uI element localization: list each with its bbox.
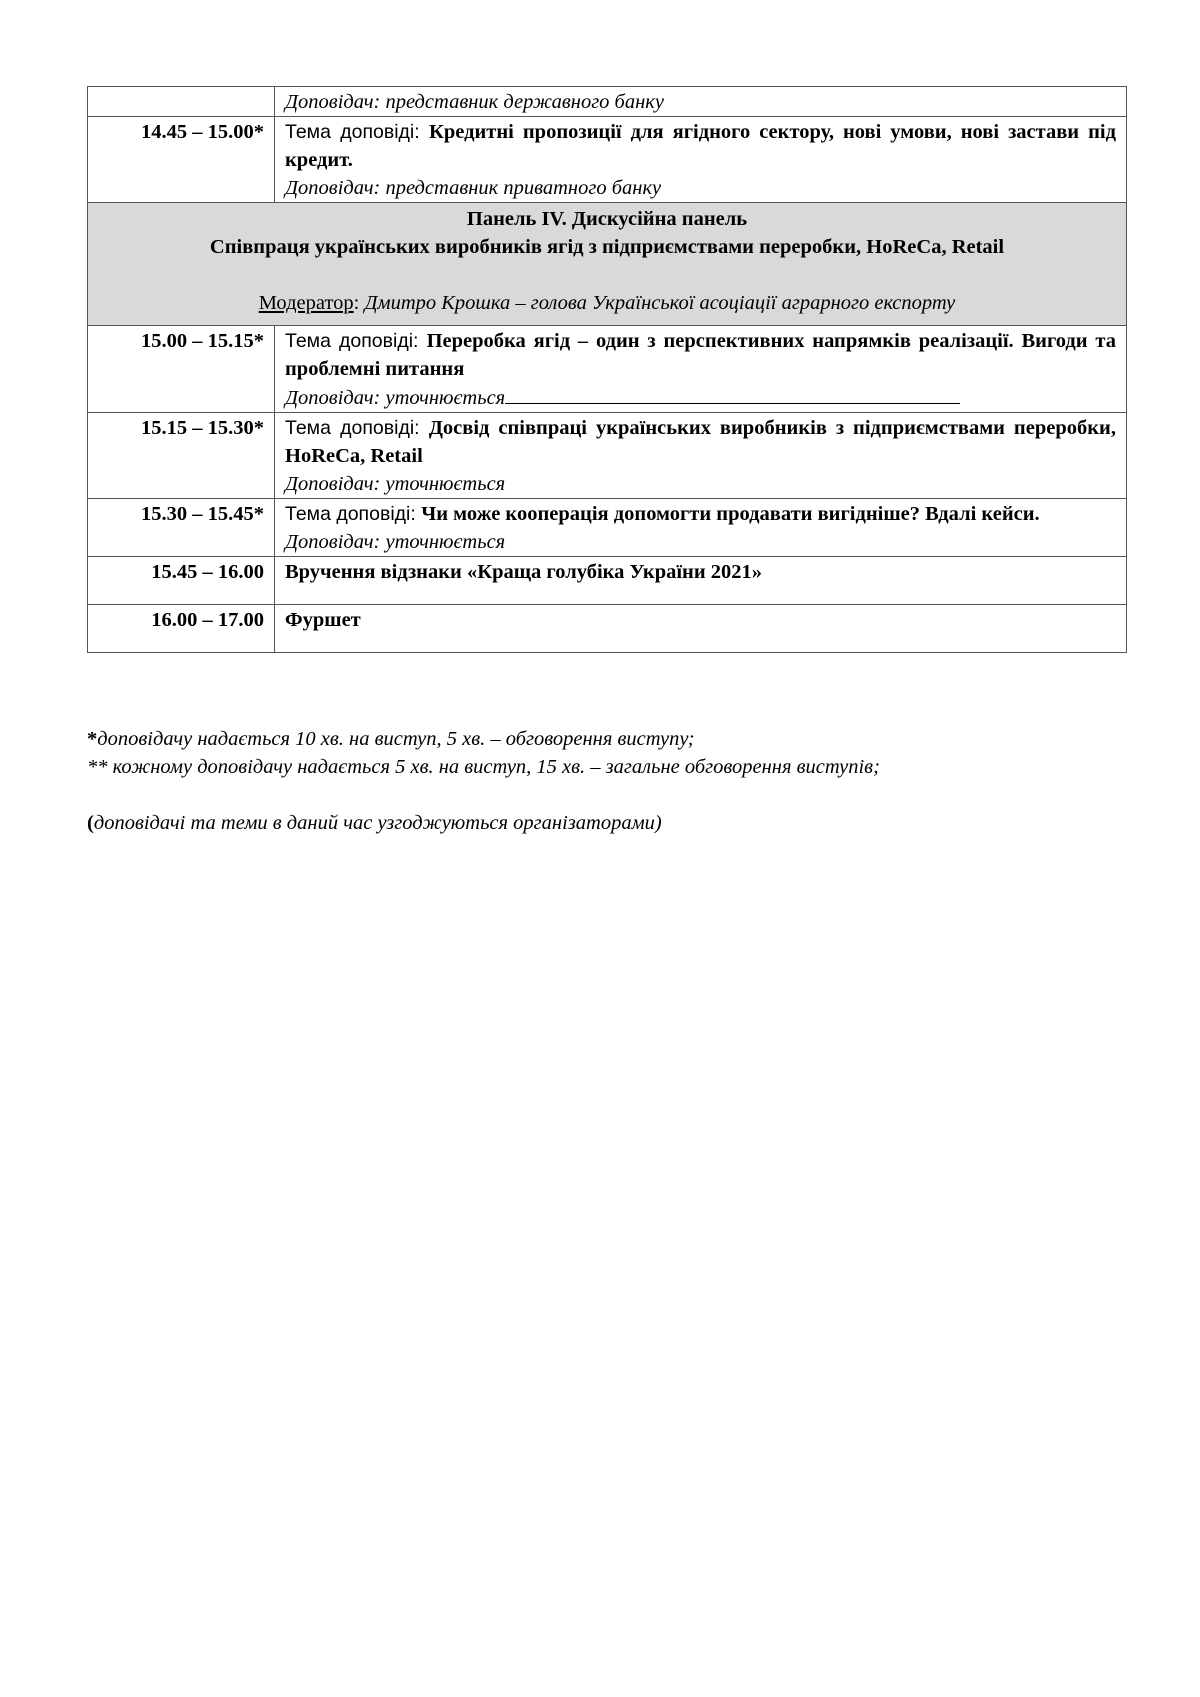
footnotes [87,725,1127,837]
table-row [88,326,1127,413]
content-cell [275,557,1127,605]
moderator-colon: : [353,292,365,314]
content-cell [275,413,1127,499]
time-cell: 15.30 – 15.45* [88,499,275,557]
moderator-name: Дмитро Крошка – голова Української асоціації аграрного експорту [364,292,956,314]
time-cell [88,87,275,117]
table-row [88,413,1127,499]
talk-topic [285,500,1116,528]
time-cell: 16.00 – 17.00 [88,605,275,653]
speaker-text: Доповідач: представник приватного банку [285,177,662,199]
speaker-line-wrap [285,383,1116,412]
table-row [88,117,1127,203]
topic-title: Переробка ягід – один з перспективних напрямків реалізації. Вигоди та проблемні питання [285,330,1116,380]
speaker-text: Доповідач: уточнюється [285,473,506,495]
content-cell [275,87,1127,117]
moderator-line [98,289,1116,317]
time-cell: 15.45 – 16.00 [88,557,275,605]
footnote-1 [87,725,1127,753]
content-cell [275,117,1127,203]
panel-subtitle: Співпраця українських виробників ягід з підприємствами переробки, HoReCa, Retail [209,236,1005,258]
content-cell [275,605,1127,653]
spacer [87,781,1127,809]
agenda-table [87,86,1127,653]
item-title: Вручення відзнаки «Краща голубіка України 2021» [285,561,763,583]
footnote-3 [87,809,1127,837]
talk-topic [285,327,1116,383]
topic-title: Чи може кооперація допомогти продавати вигідніше? Вдалі кейси. [421,503,1040,525]
blank-underline [505,383,960,404]
table-row [88,605,1127,653]
talk-topic [285,118,1116,174]
footnote-2: ** кожному доповідачу надається 5 хв. на виступ, 15 хв. – загальне обговорення виступів; [87,756,880,778]
panel-title: Панель IV. Дискусійна панель [466,208,748,230]
time-cell: 15.15 – 15.30* [88,413,275,499]
moderator-label: Модератор [258,292,354,314]
table-row [88,499,1127,557]
time-cell: 15.00 – 15.15* [88,326,275,413]
item-title: Фуршет [285,609,361,631]
speaker-text: Доповідач: уточнюється [285,387,506,409]
talk-topic [285,414,1116,470]
table-row [88,557,1127,605]
topic-title: Кредитні пропозиції для ягідного сектору, нові умови, нові застави під кредит. [285,121,1117,171]
footnote-3-text: доповідачі та теми в даний час узгоджуються організаторами) [93,812,662,834]
agenda-page [87,86,1127,653]
topic-prefix: Тема доповіді: [285,503,422,525]
footnote-1-text: доповідачу надається 10 хв. на виступ, 5 хв. – обговорення виступу; [97,728,695,750]
panel-header-row [88,203,1127,326]
topic-title: Досвід співпраці українських виробників з підприємствами переробки, HoReCa, Retail [285,417,1116,467]
table-row [88,87,1127,117]
topic-prefix: Тема доповіді: [285,330,427,352]
footnote-star: * [87,728,98,750]
content-cell [275,326,1127,413]
speaker-text: Доповідач: представник державного банку [285,91,664,113]
panel-header-cell [88,203,1127,326]
topic-prefix: Тема доповіді: [285,417,429,439]
content-cell [275,499,1127,557]
footnote-paren: ( [87,812,94,834]
topic-prefix: Тема доповіді: [285,121,429,143]
speaker-text: Доповідач: уточнюється [285,531,506,553]
time-cell: 14.45 – 15.00* [88,117,275,203]
